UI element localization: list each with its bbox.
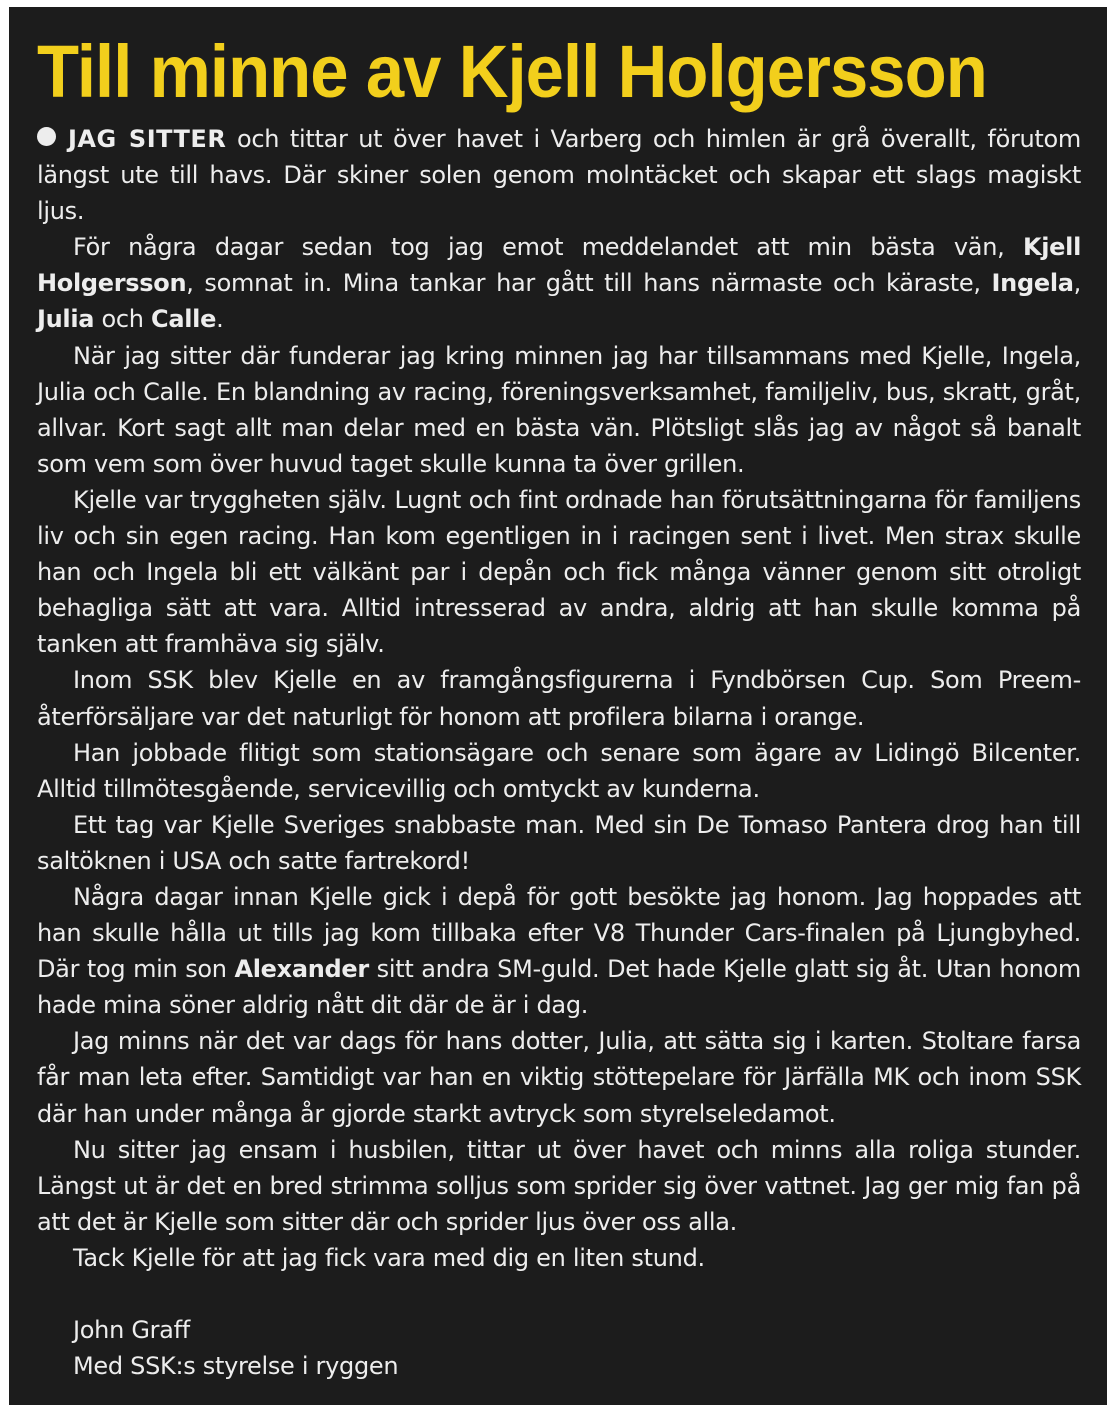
memorial-article (9, 7, 1107, 1405)
paragraph-3: När jag sitter där funderar jag kring minnen jag har tillsammans med Kjelle, Ingela, Julia och Calle. En blandning av racing, föreningsverksamhet, familjeliv, bus, skratt, gråt, allvar. Kort sagt allt man delar med en bästa vän. Plötsligt slås jag av något så banalt som vem som över huvud taget skulle kunna ta över grillen. (37, 341, 1081, 478)
paragraph-text: För några dagar sedan tog jag emot meddelandet att min bästa vän, (73, 233, 1023, 262)
person-name: Julia (37, 305, 95, 334)
paragraph-8 (37, 879, 1081, 1023)
paragraph-text: och tittar ut över havet i Varberg och himlen är grå överallt, förutom längst ute till havs. Där skiner solen genom molntäcket och skapar ett slags magiskt ljus. (37, 125, 1081, 226)
bullet-icon (37, 127, 56, 146)
person-name: Kjell Holgersson (37, 233, 1081, 298)
paragraph-4: Kjelle var tryggheten själv. Lugnt och fint ordnade han förutsättningarna för familjens liv och sin egen racing. Han kom egentligen in i racingen sent i livet. Men strax skulle han och Ingela bli ett välkänt par i depån och fick många vänner genom sitt otroligt behagliga sätt att vara. Alltid intresserad av andra, aldrig att han skulle komma på tanken att framhäva sig själv. (37, 485, 1081, 659)
signature (37, 1312, 1081, 1384)
author-note: Med SSK:s styrelse i ryggen (73, 1352, 399, 1380)
article-body (37, 121, 1081, 1276)
paragraph-text: . (216, 305, 224, 334)
article-title: Till minne av Kjell Holgersson (37, 30, 987, 113)
author-name: John Graff (73, 1316, 190, 1344)
paragraph-text: Några dagar innan Kjelle gick i depå för gott besökte jag honom. Jag hoppades att han skulle hålla ut tills jag kom tillbaka efter V8 Thunder Cars-finalen på Ljungbyhed. Där tog min son (37, 882, 1081, 984)
paragraph-10: Nu sitter jag ensam i husbilen, tittar ut över havet och minns alla roliga stunder. Längst ut är det en bred strimma solljus som sprider sig över vattnet. Jag ger mig fan på att det är Kjelle som sitter där och sprider ljus över oss alla. (37, 1135, 1081, 1236)
paragraph-2 (37, 229, 1081, 337)
paragraph-text: , (1073, 269, 1081, 298)
paragraph-9: Jag minns när det var dags för hans dotter, Julia, att sätta sig i karten. Stoltare farsa får man leta efter. Samtidigt var han en viktig stöttepelare för Järfälla MK och inom SSK där han under många år gjorde starkt avtryck som styrelseledamot. (37, 1027, 1081, 1128)
paragraph-6: Han jobbade flitigt som stationsägare och senare som ägare av Lidingö Bilcenter. Alltid tillmötesgående, servicevillig och omtyckt av kunderna. (37, 738, 1081, 803)
paragraph-text: , somnat in. Mina tankar har gått till hans närmaste och käraste, (186, 269, 992, 298)
paragraph-7: Ett tag var Kjelle Sveriges snabbaste man. Med sin De Tomaso Pantera drog han till saltöknen i USA och satte fartrekord! (37, 810, 1081, 875)
person-name: Alexander (234, 955, 369, 984)
paragraph-11: Tack Kjelle för att jag fick vara med dig en liten stund. (73, 1243, 705, 1272)
lead-in: JAG SITTER (68, 125, 227, 153)
person-name: Calle (151, 305, 217, 334)
person-name: Ingela (991, 269, 1074, 298)
paragraph-1 (37, 121, 1081, 229)
paragraph-text: och (94, 305, 152, 334)
paragraph-text: sitt andra SM-guld. Det hade Kjelle glatt sig åt. Utan honom hade mina söner aldrig nått dit där de är i dag. (37, 955, 1081, 1020)
paragraph-5: Inom SSK blev Kjelle en av framgångsfigurerna i Fyndbörsen Cup. Som Preem-återförsäljare var det naturligt för honom att profilera bilarna i orange. (37, 666, 1081, 731)
